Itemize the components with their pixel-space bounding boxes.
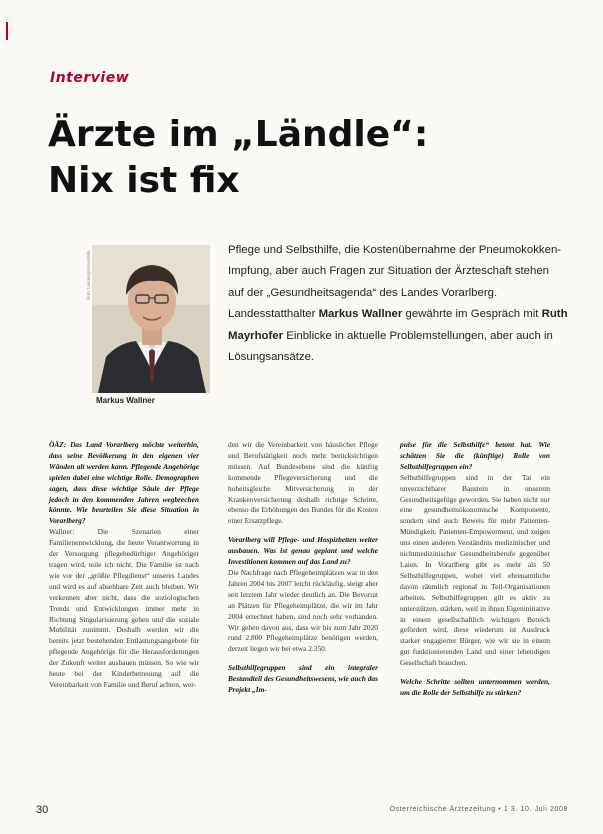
headline-line-1: Ärzte im „Ländle“: xyxy=(48,114,429,155)
answer-1: Wallner: Die Szenarien einer Familienentwicklung, die heute Verantwortung in der Versorgung pflegebedürftiger Angehöriger tragen wird, teile ich nicht. Die Familie ist nach wie vor der „größte Pflegdienst“ unseres Landes und wird es auf absehbare Zeit auch bleiben. Wir verkennen aber nicht, dass die soziologischen Trends und Entwicklungen immer mehr in Richtung Singularisierung gehen und die soziale Mobilität zunimmt. Deshalb werden wir die bereits jetzt bestehenden Entlastungsangebote für pflegende Angehörige für die Herausforderungen der Zukunft weiter ausbauen müssen. So wie wir heute bei der Kinderbetreuung auf die Vereinbarkeit von Familie und Beruf achten, wer- xyxy=(49,527,199,689)
headline xyxy=(48,112,568,204)
headline-line-2: Nix ist fix xyxy=(48,160,240,201)
article-column-1 xyxy=(49,440,199,699)
intro-text-a: Pflege und Selbsthilfe, die Kostenübernahme der Pneumokokken-Impfung, aber auch Fragen zur Situation der Ärzteschaft stehen auf der „Gesundheitsagenda“ des Landes Vorarlberg. Landesstatthalter xyxy=(228,244,562,321)
question-1: ÖÄZ: Das Land Vorarlberg möchte weiterhin, dass seine Bevölkerung in den eigenen vier Wänden alt werden kann. Pflegende Angehörige spielen dabei eine wichtige Rolle. Demographen sagen, dass diese wichtige Säule der Pflege jedoch in den kommenden Jahren wegbrechen könnte. Wie beurteilen Sie diese Situation in Vorarlberg? xyxy=(49,440,199,526)
intro-paragraph xyxy=(228,240,568,368)
intro-text-b: gewährte im Gespräch mit xyxy=(402,308,542,321)
photo-credit: Foto: Landespressestelle xyxy=(86,250,91,300)
corner-mark xyxy=(6,22,8,40)
journal-footer: Österreichische Ärztezeitung • 1 3. 10. Juli 2008 xyxy=(389,806,568,813)
portrait-photo xyxy=(92,245,210,393)
portrait-illustration xyxy=(92,245,210,393)
question-3: Selbsthilfegruppen sind ein integraler Bestandteil des Gesundheitswesens, wie auch das Projekt „Im- xyxy=(228,663,378,695)
page-number: 30 xyxy=(36,804,49,816)
question-2: Vorarlberg will Pflege- und Hospizbetten weiter ausbauen. Was ist genau geplant und welche Investitionen kommen auf das Land zu? xyxy=(228,535,378,567)
question-4: Welche Schritte sollten unternommen werden, um die Rolle der Selbsthilfe zu stärken? xyxy=(400,677,550,697)
article-column-3 xyxy=(400,440,550,699)
answer-2: Die Nachfrage nach Pflegeheimplätzen war in den Jahren 2004 bis 2007 leicht rückläufig, steigt aber seit letztem Jahr wieder deutlich an. Die Bevorrat an Plätzen für Pflegeheimplätze, die wir im Jahr 2004 errechnet haben, sind noch sehr vorhanden. Wir gehen davon aus, dass wir bis zum Jahr 2020 rund 2.800 Pflegeheimplätze benötigen werden, derzeit liegen wir bei etwa 2.350. xyxy=(228,567,378,654)
answer-3: Selbsthilfegruppen sind in der Tat ein unverzichtbarer Baustein in unserem Gesundheitsgefüge geworden. Sie haben nicht nur eine gesundheitsökonomische Komponente, sondern sind auch Beweis für mehr Patienten-Mündigkeit, Patienten-Empowerment, und zeigen uns einen anderen Verständnis medizinischer und nichtmedizinischer Gesundheitsberufe gegenüber Laien. In Vorarlberg gibt es mehr als 50 Selbsthilfegruppen, wobei viel ehrenamtliche davon räumlich regional in Teil-Organisationen arbeiten. Selbsthilfegruppen gilt es aktiv zu unterstützen, stärken, weil in ihnen Eigeninitiative in einem gesellschaftlich wichtigen Bereich gefördert wird, diese wiederum ist Ausdruck starker engagierter Bürger, wie wir sie in einem gut funktionierenden Land und einer lebendigen Gesellschaft brauchen. xyxy=(400,472,550,668)
article-column-2 xyxy=(228,440,378,696)
question-3-continued: pulse für die Selbsthilfe“ betont hat. Wie schätzen Sie die (künftige) Rolle von Selbsthilfegruppen ein? xyxy=(400,440,550,471)
intro-name-mayrhofer: Ruth Mayrhofer xyxy=(228,308,568,342)
section-label: Interview xyxy=(50,70,130,86)
photo-caption: Markus Wallner xyxy=(96,396,155,405)
answer-1-continued: den wir die Vereinbarkeit von häuslicher Pflege und Berufstätigkeit noch mehr berücksichtigen müssen. Auf Bundesebene sind die künftig kommende Pflegeversicherung und die hoheitsgleiche Mitversicherung in der Krankenversicherung deshalb richtige Schritte, ebenso die Erhöhungen des Bundes für die Kosten einer Ersatzpflege. xyxy=(228,440,378,526)
intro-text-c: Einblicke in aktuelle Problemstellungen, aber auch in Lösungsansätze. xyxy=(228,329,553,364)
intro-name-wallner: Markus Wallner xyxy=(318,308,403,321)
